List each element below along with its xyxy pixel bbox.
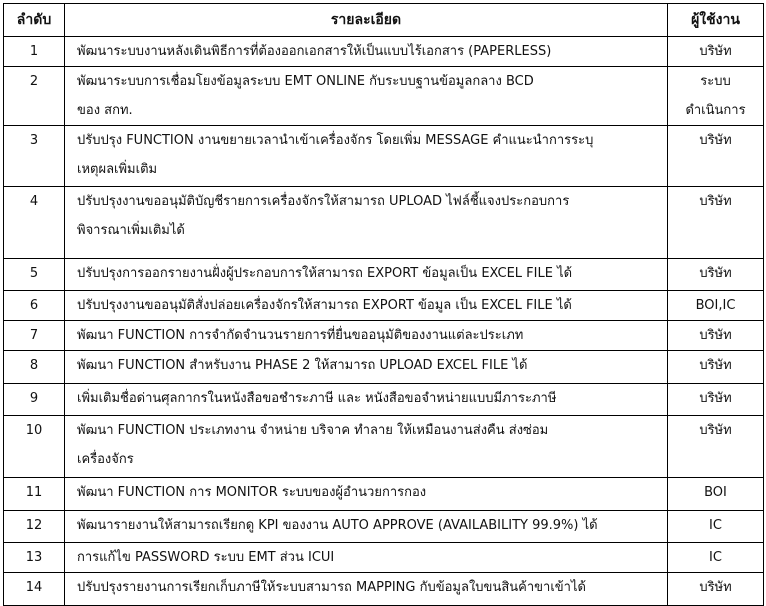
row-detail	[65, 573, 668, 606]
row-user	[668, 543, 764, 573]
row-user	[668, 259, 764, 291]
row-user	[668, 384, 764, 416]
detail-line: เหตุผลเพิ่มเติม	[77, 162, 158, 177]
user-line: BOI,IC	[695, 298, 736, 313]
detail-line: ของ สกท.	[77, 103, 133, 118]
table-body	[4, 37, 764, 606]
row-number: 1	[4, 37, 65, 67]
row-detail	[65, 416, 668, 478]
user-line: ดำเนินการ	[685, 103, 746, 118]
detail-line: ปรับปรุงรายงานการเรียกเก็บภาษีให้ระบบสามารถ MAPPING กับข้อมูลใบขนสินค้าขาเข้าได้	[77, 580, 586, 595]
row-user	[668, 187, 764, 259]
user-line: บริษัท	[699, 358, 732, 373]
user-line: ระบบ	[700, 74, 731, 89]
detail-line: พิจารณาเพิ่มเติมได้	[77, 223, 185, 238]
detail-line: ปรับปรุงงานขออนุมัติบัญชีรายการเครื่องจักรให้สามารถ UPLOAD ไฟล์ชี้แจงประกอบการ	[77, 194, 570, 209]
header-user: ผู้ใช้งาน	[668, 4, 764, 37]
user-line: IC	[709, 518, 722, 533]
header-detail: รายละเอียด	[65, 4, 668, 37]
row-user	[668, 67, 764, 126]
user-line: บริษัท	[699, 194, 732, 209]
user-line: BOI	[704, 485, 727, 500]
detail-line: พัฒนาระบบงานหลังเดินพิธีการที่ต้องออกเอกสารให้เป็นแบบไร้เอกสาร (PAPERLESS)	[77, 44, 552, 59]
requirements-table	[3, 3, 764, 606]
row-user	[668, 37, 764, 67]
row-detail	[65, 511, 668, 543]
row-user	[668, 291, 764, 321]
row-detail	[65, 259, 668, 291]
row-number: 2	[4, 67, 65, 126]
table-row	[4, 37, 764, 67]
detail-line: เครื่องจักร	[77, 452, 134, 467]
user-line: บริษัท	[699, 423, 732, 438]
header-no: ลำดับ	[4, 4, 65, 37]
row-number: 4	[4, 187, 65, 259]
row-detail	[65, 384, 668, 416]
user-line: บริษัท	[699, 328, 732, 343]
detail-line: พัฒนาระบบการเชื่อมโยงข้อมูลระบบ EMT ONLINE กับระบบฐานข้อมูลกลาง BCD	[77, 74, 534, 89]
row-number: 10	[4, 416, 65, 478]
table-header-row	[4, 4, 764, 37]
row-user	[668, 478, 764, 511]
row-detail	[65, 351, 668, 384]
row-user	[668, 416, 764, 478]
table-row	[4, 321, 764, 351]
detail-line: ปรับปรุง FUNCTION งานขยายเวลานำเข้าเครื่องจักร โดยเพิ่ม MESSAGE คำแนะนำการระบุ	[77, 133, 594, 148]
row-number: 5	[4, 259, 65, 291]
row-user	[668, 321, 764, 351]
user-line: บริษัท	[699, 580, 732, 595]
user-line: บริษัท	[699, 133, 732, 148]
row-detail	[65, 321, 668, 351]
row-number: 8	[4, 351, 65, 384]
user-line: บริษัท	[699, 44, 732, 59]
detail-line: เพิ่มเติมชื่อด่านศุลกากรในหนังสือขอชำระภาษี และ หนังสือขอจำหน่ายแบบมีภาระภาษี	[77, 391, 557, 406]
row-user	[668, 573, 764, 606]
row-detail	[65, 478, 668, 511]
table-row	[4, 416, 764, 478]
detail-line: พัฒนา FUNCTION สำหรับงาน PHASE 2 ให้สามารถ UPLOAD EXCEL FILE ได้	[77, 358, 528, 373]
table-row	[4, 67, 764, 126]
table-row	[4, 351, 764, 384]
detail-line: ปรับปรุงงานขออนุมัติสั่งปล่อยเครื่องจักรให้สามารถ EXPORT ข้อมูล เป็น EXCEL FILE ได้	[77, 298, 572, 313]
table-row	[4, 573, 764, 606]
user-line: IC	[709, 550, 722, 565]
row-user	[668, 511, 764, 543]
row-detail	[65, 126, 668, 187]
row-user	[668, 126, 764, 187]
row-detail	[65, 291, 668, 321]
table-row	[4, 187, 764, 259]
row-detail	[65, 543, 668, 573]
detail-line: พัฒนา FUNCTION ประเภทงาน จำหน่าย บริจาค ทำลาย ให้เหมือนงานส่งคืน ส่งซ่อม	[77, 423, 549, 438]
row-number: 14	[4, 573, 65, 606]
user-line: บริษัท	[699, 391, 732, 406]
row-number: 7	[4, 321, 65, 351]
row-detail	[65, 37, 668, 67]
table-row	[4, 511, 764, 543]
row-number: 6	[4, 291, 65, 321]
table-row	[4, 126, 764, 187]
user-line: บริษัท	[699, 266, 732, 281]
detail-line: พัฒนา FUNCTION การจำกัดจำนวนรายการที่ยื่นขออนุมัติของงานแต่ละประเภท	[77, 328, 524, 343]
table-row	[4, 291, 764, 321]
row-number: 13	[4, 543, 65, 573]
row-number: 9	[4, 384, 65, 416]
detail-line: การแก้ไข PASSWORD ระบบ EMT ส่วน ICUI	[77, 550, 335, 565]
table-row	[4, 259, 764, 291]
row-detail	[65, 187, 668, 259]
detail-line: พัฒนารายงานให้สามารถเรียกดู KPI ของงาน AUTO APPROVE (AVAILABILITY 99.9%) ได้	[77, 518, 598, 533]
detail-line: ปรับปรุงการออกรายงานฝั่งผู้ประกอบการให้สามารถ EXPORT ข้อมูลเป็น EXCEL FILE ได้	[77, 266, 573, 281]
row-number: 3	[4, 126, 65, 187]
row-user	[668, 351, 764, 384]
table-row	[4, 543, 764, 573]
row-number: 11	[4, 478, 65, 511]
row-number: 12	[4, 511, 65, 543]
row-detail	[65, 67, 668, 126]
detail-line: พัฒนา FUNCTION การ MONITOR ระบบของผู้อำนวยการกอง	[77, 485, 427, 500]
table-row	[4, 384, 764, 416]
table-row	[4, 478, 764, 511]
